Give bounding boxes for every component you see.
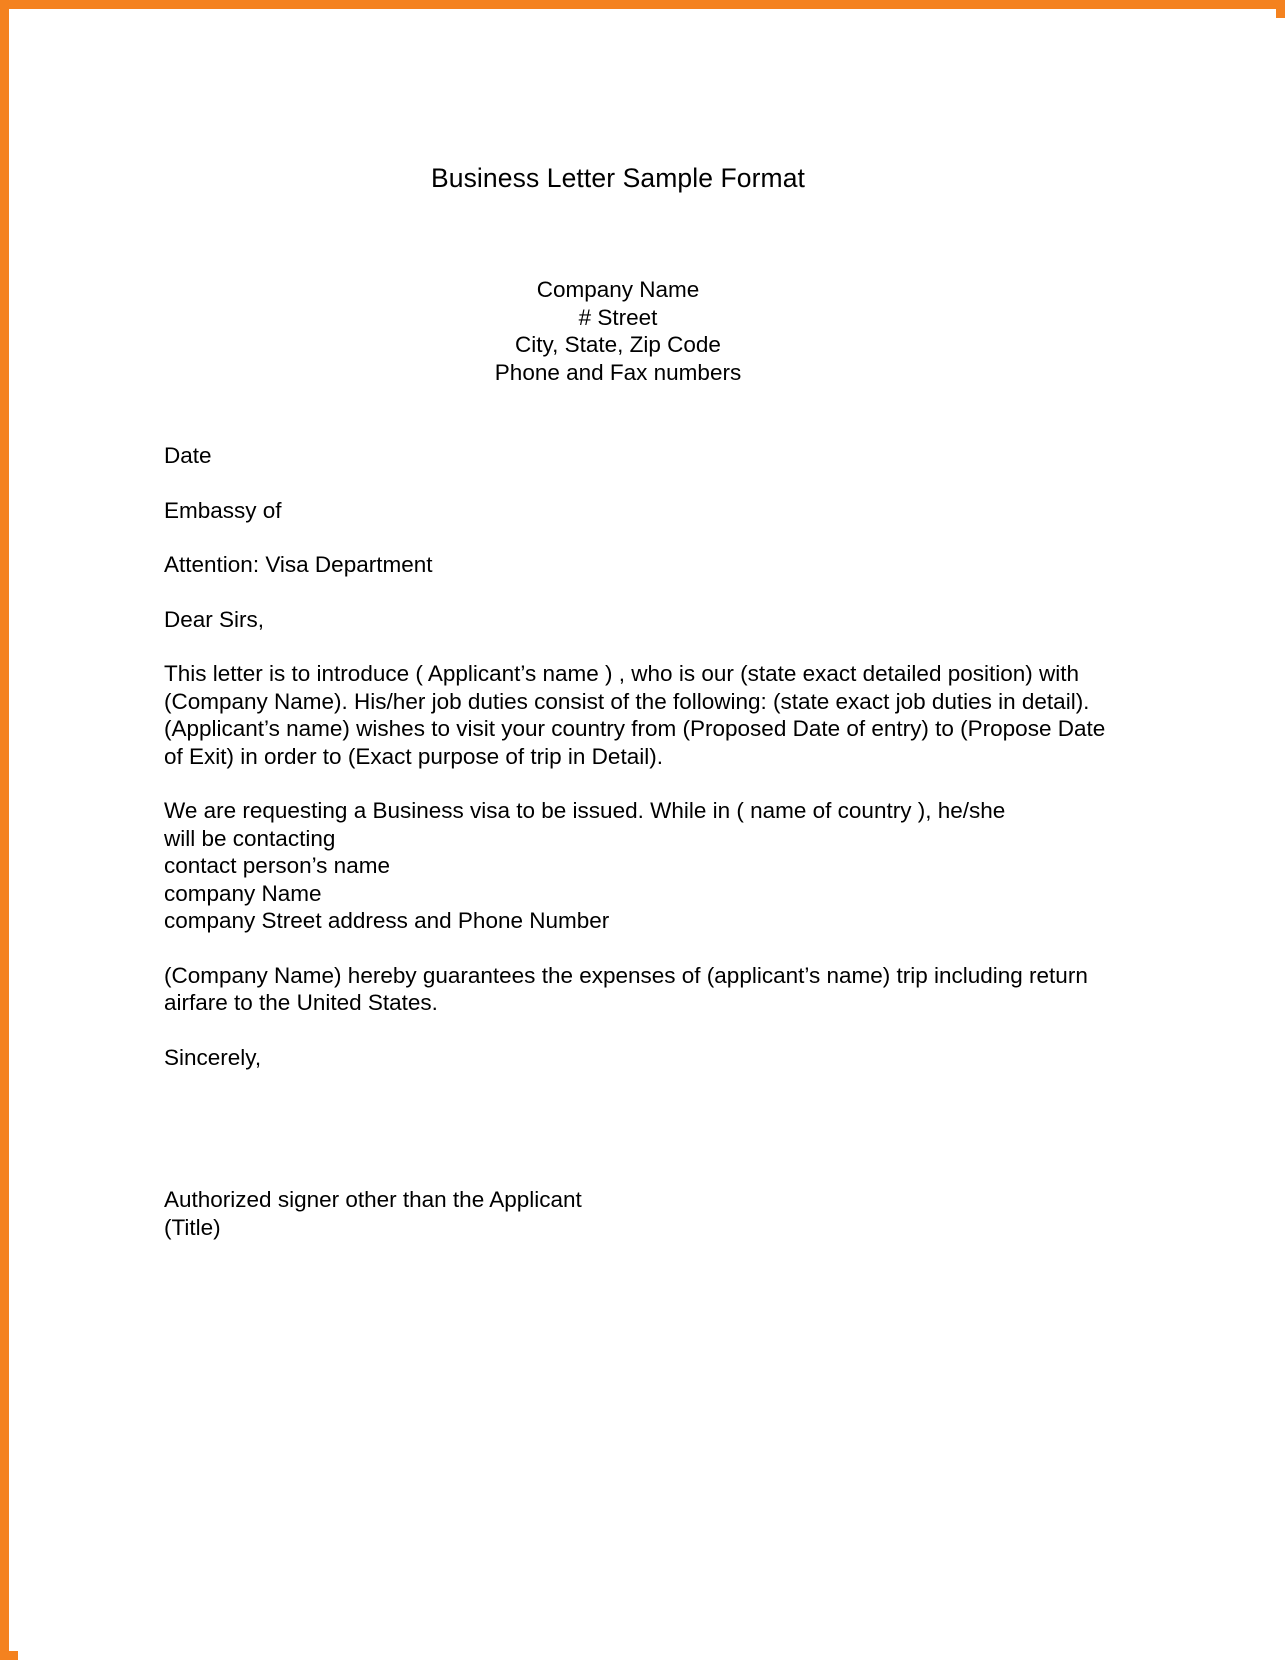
closing-block — [164, 1044, 1124, 1072]
letter-sheet — [18, 18, 1285, 1660]
paragraph-guarantee: (Company Name) hereby guarantees the expenses of (applicant’s name) trip including return airfare to the United States. — [164, 962, 1088, 1015]
date-line-block — [164, 442, 1124, 470]
salutation-block — [164, 606, 1124, 634]
paragraph-introduction: This letter is to introduce ( Applicant’s name ) , who is our (state exact detailed position) with (Company Name). His/her job duties consist of the following: (state exact job duties in detail). (Applicant’s name) wishes to visit your country from (Proposed Date of entry) to (Propose Date of Exit) in order to (Exact purpose of trip in Detail). — [164, 661, 1106, 769]
contact-company-name-line: company Name — [164, 880, 322, 906]
paragraph-visa-request — [164, 797, 1124, 935]
closing-line: Sincerely, — [164, 1044, 262, 1070]
letterhead-company-name: Company Name — [536, 277, 700, 302]
contact-address-phone-line: company Street address and Phone Number — [164, 908, 610, 933]
attention-line: Attention: Visa Department — [164, 552, 433, 577]
recipient-block — [164, 497, 1124, 525]
signer-title-line: (Title) — [164, 1214, 221, 1240]
recipient-line: Embassy of — [164, 497, 282, 523]
letterhead-street: # Street — [578, 304, 658, 330]
visa-request-line-1: We are requesting a Business visa to be issued. While in ( name of country ), he/she — [164, 798, 1006, 823]
contact-person-name-line: contact person’s name — [164, 853, 390, 878]
salutation-line: Dear Sirs, — [164, 606, 265, 632]
letterhead-block — [18, 276, 1218, 386]
letterhead-phone-fax: Phone and Fax numbers — [494, 359, 742, 385]
visa-request-line-2: will be contacting — [164, 825, 336, 851]
authorized-signer-line: Authorized signer other than the Applicant — [164, 1187, 582, 1212]
page-title: Business Letter Sample Format — [430, 163, 806, 193]
signature-block — [164, 1186, 1124, 1241]
letterhead-city-state-zip: City, State, Zip Code — [515, 332, 721, 357]
date-line: Date — [164, 443, 212, 468]
attention-block — [164, 551, 1124, 579]
letter-body — [164, 442, 1124, 1071]
